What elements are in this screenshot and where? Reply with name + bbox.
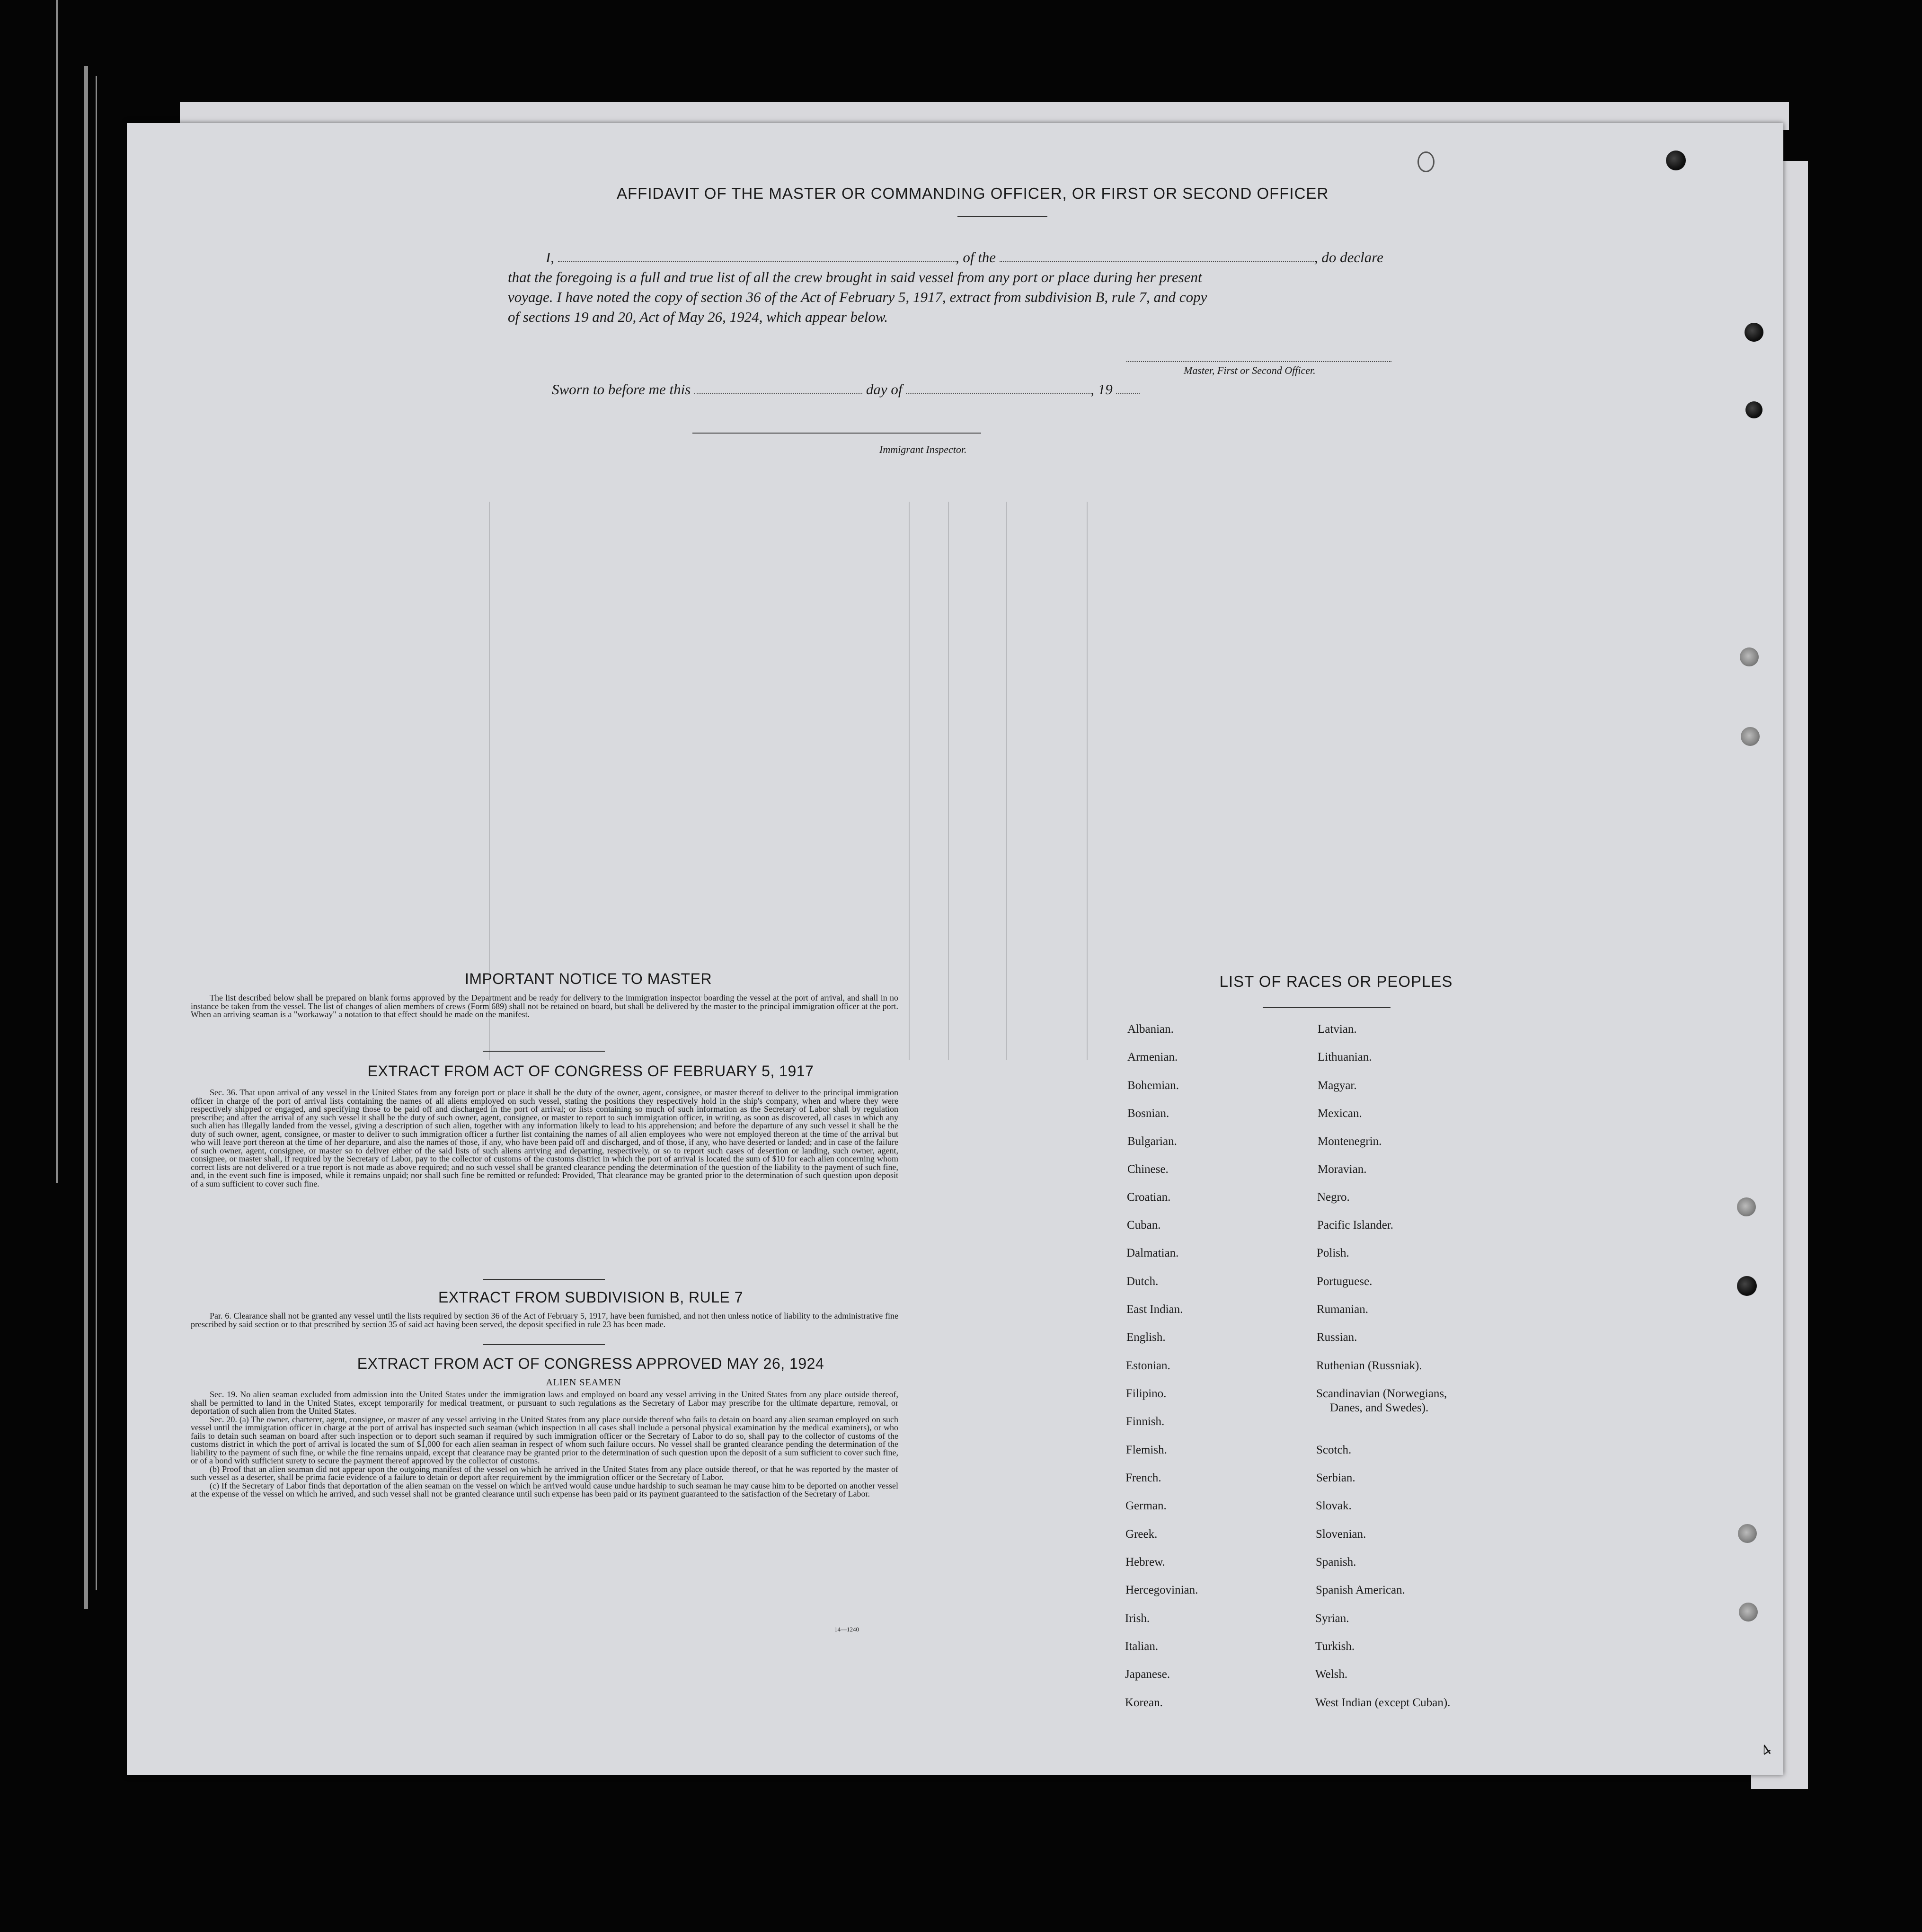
punch-hole-icon: [1741, 727, 1760, 746]
day-of-label: day of: [866, 381, 903, 398]
race-item: Slovenian.: [1316, 1528, 1366, 1541]
year-label: , 19: [1090, 381, 1113, 398]
extract-1924-text: [191, 1391, 898, 1498]
race-item: Spanish.: [1316, 1556, 1356, 1569]
punch-hole-icon: [1739, 1603, 1758, 1622]
race-item: Hebrew.: [1125, 1556, 1165, 1569]
film-edge-line: [96, 76, 97, 1590]
race-item: Montenegrin.: [1318, 1135, 1382, 1148]
race-item: Portuguese.: [1317, 1275, 1373, 1288]
race-item: Rumanian.: [1317, 1303, 1369, 1316]
inspector-signature-line[interactable]: [692, 433, 981, 434]
race-item: Moravian.: [1318, 1163, 1367, 1176]
of-the-label: , of the: [955, 249, 996, 266]
race-item: Albanian.: [1127, 1023, 1174, 1036]
sec-20a-paragraph: Sec. 20. (a) The owner, charterer, agent, consignee, or master of any vessel arriving in the United States from any place outside thereof who fails to detain on board any alien seaman employed on such vessel until the immigration officer in charge at the port of arrival has inspected such seaman (which inspection in all cases shall include a personal physical examination by the medical examiners), or who fails to detain such seaman on board after such inspection or to deport such seaman if required by such immigration officer or the Secretary of Labor to do so, shall pay to the collector of customs of the customs district in which the port of arrival is located the sum of $1,000 for each alien seaman in respect of whom such failure occurs. No vessel shall be granted clearance pending the determination of the liability to the payment of such fine, or while the fine remains unpaid, except that clearance may be granted prior to the determination of such question upon the deposit of a sum sufficient to cover such fine, or of a bond with sufficient surety to secure the payment thereof approved by the collector of customs.: [191, 1414, 898, 1465]
race-item: Bosnian.: [1127, 1107, 1169, 1120]
race-item: Korean.: [1125, 1696, 1163, 1709]
race-item: Armenian.: [1127, 1051, 1178, 1063]
alien-seamen-subtitle: ALIEN SEAMEN: [546, 1377, 621, 1388]
race-item: Croatian.: [1127, 1191, 1171, 1204]
race-item: West Indian (except Cuban).: [1315, 1696, 1451, 1709]
form-number: 14—1240: [834, 1626, 859, 1633]
race-item: Scandinavian (Norwegians,: [1316, 1387, 1447, 1400]
race-item: French.: [1125, 1471, 1161, 1484]
notice-title: IMPORTANT NOTICE TO MASTER: [464, 970, 712, 987]
sworn-label: Sworn to before me this: [552, 381, 691, 398]
extract-1917-text: Sec. 36. That upon arrival of any vessel in the United States from any foreign port or place it shall be the duty of the owner, agent, consignee, or master thereof to deliver to the principal immigration officer in charge of the port of arrival lists containing the names of all aliens employed on such vessel, stating the positions they respectively hold in the ship's company, when and where they were respectively shipped or engaged, and specifying those to be paid off and discharged in the port of arrival; or lists containing so much of such information as the Secretary of Labor shall by regulation prescribe; and after the arrival of any such vessel it shall be the duty of such owner, agent, consignee, or master to report to such immigration officer, in writing, as soon as discovered, all cases in which any such alien has illegally landed from the vessel, giving a description of such alien, together with any information likely to lead to his apprehension; and before the departure of any such vessel it shall be the duty of such owner, agent, consignee, or master to deliver to such immigration officer a further list containing the names of all alien employees who were not employed thereon at the time of the arrival but who will leave port thereon at the time of her departure, and also the names of those, if any, who have been paid off and discharged, and of those, if any, who have deserted or landed; and in case of the failure of such owner, agent, consignee, or master so to deliver either of the said lists of such aliens arriving and departing, respectively, or so to report such cases of desertion or landing, such owner, agent, consignee, or master shall, if required by the Secretary of Labor, pay to the collector of customs of the customs district in which the port of arrival is located the sum of $10 for each alien concerning whom correct lists are not delivered or a true report is not made as above required; and no such vessel shall be granted clearance pending the determination of the question of the liability to the payment of such fine, and, in the event such fine is imposed, while it remains unpaid; nor shall such fine be remitted or refunded: Provided, That clearance may be granted prior to the determination of such question upon deposit of a sum sufficient to cover such fine.: [191, 1088, 898, 1188]
race-item: Turkish.: [1315, 1640, 1355, 1653]
inspector-caption: Immigrant Inspector.: [879, 443, 967, 455]
race-item: Syrian.: [1315, 1612, 1349, 1625]
race-item: Finnish.: [1126, 1415, 1165, 1428]
sec-19-paragraph: Sec. 19. No alien seaman excluded from admission into the United States under the immigration laws and employed on board any vessel arriving in the United States from any place outside thereof, shall be permitted to land in the United States, except temporarily for medical treatment, or pursuant to such regulations as the Secretary of Labor may prescribe for the ultimate departure, removal, or deportation of such alien from the United States.: [191, 1390, 898, 1416]
race-item: Russian.: [1317, 1331, 1357, 1344]
extract-rule7-title: EXTRACT FROM SUBDIVISION B, RULE 7: [438, 1289, 744, 1306]
punch-hole-icon: [1740, 647, 1759, 666]
race-item: Ruthenian (Russniak).: [1316, 1359, 1422, 1372]
race-item: Chinese.: [1127, 1163, 1169, 1176]
race-item: East Indian.: [1126, 1303, 1183, 1316]
punch-hole-icon: [1666, 151, 1686, 170]
extract-1924-title: EXTRACT FROM ACT OF CONGRESS APPROVED MAY 26, 1924: [357, 1355, 824, 1372]
extract-1917-title: EXTRACT FROM ACT OF CONGRESS OF FEBRUARY 5, 1917: [367, 1063, 814, 1080]
corner-mark: 4: [1757, 1741, 1774, 1760]
column-rule: [909, 502, 910, 1060]
race-item: Dutch.: [1126, 1275, 1159, 1288]
sworn-month-field[interactable]: [906, 383, 1090, 394]
sec-20c-paragraph: (c) If the Secretary of Labor finds that deportation of the alien seaman on the vessel on which he arrived would cause undue hardship to such seaman he may cause him to be deported on another vessel at the expense of the vessel on which he arrived, and such vessel shall not be granted clearance until such expense has been paid or its payment guaranteed to the satisfaction of the Secretary of Labor.: [191, 1480, 898, 1498]
punch-hole-icon: [1745, 323, 1763, 342]
affidavit-line-4: of sections 19 and 20, Act of May 26, 1924, which appear below.: [508, 309, 888, 325]
race-item: Hercegovinian.: [1125, 1584, 1198, 1596]
punch-hole-icon: [1417, 151, 1435, 172]
punch-hole-icon: [1745, 401, 1763, 418]
sworn-day-field[interactable]: [694, 383, 862, 394]
race-item: Cuban.: [1127, 1219, 1161, 1232]
vessel-field[interactable]: [1000, 251, 1314, 262]
race-item: Japanese.: [1125, 1668, 1170, 1681]
affidavit-line-2: that the foregoing is a full and true list of all the crew brought in said vessel from any port or place during her present: [508, 269, 1202, 285]
race-item: Pacific Islander.: [1317, 1219, 1394, 1232]
column-rule: [1087, 502, 1088, 1060]
master-caption: Master, First or Second Officer.: [1184, 364, 1316, 376]
race-item: Greek.: [1125, 1528, 1158, 1541]
race-item: Mexican.: [1318, 1107, 1362, 1120]
race-item: German.: [1125, 1499, 1167, 1512]
i-label: I,: [546, 249, 555, 266]
column-rule: [948, 502, 949, 1060]
race-item: Welsh.: [1315, 1668, 1348, 1681]
races-title: LIST OF RACES OR PEOPLES: [1219, 973, 1453, 990]
race-item: Scotch.: [1316, 1444, 1352, 1456]
race-item: Polish.: [1317, 1247, 1349, 1259]
races-title-rule: [1263, 1007, 1391, 1008]
section-rule: [483, 1344, 605, 1345]
race-item: Negro.: [1317, 1191, 1350, 1204]
race-item: Lithuanian.: [1318, 1051, 1372, 1063]
extract-rule7-text: Par. 6. Clearance shall not be granted any vessel until the lists required by section 36 of the Act of February 5, 1917, have been furnished, and not then unless notice of liability to the administrative fine prescribed by said section or to that prescribed by section 35 of said act having been served, the deposit specified in rule 23 has been made.: [191, 1311, 898, 1329]
punch-hole-icon: [1737, 1276, 1757, 1296]
race-item: English.: [1126, 1331, 1166, 1344]
race-item: Irish.: [1125, 1612, 1150, 1625]
race-item: Italian.: [1125, 1640, 1159, 1653]
do-declare-label: , do declare: [1314, 249, 1383, 266]
notice-text: The list described below shall be prepared on blank forms approved by the Department and be ready for delivery to the immigration inspector boarding the vessel at the port of arrival, and shall in no instance be taken from the vessel. The list of changes of alien members of crews (Form 689) shall not be retained on board, but shall be delivered by the master to the principal immigration officer at the port. When an arriving seaman is a "workaway" a notation to that effect should be made on the manifest.: [191, 993, 898, 1019]
sworn-statement: [552, 381, 1140, 398]
affidavit-title: AFFIDAVIT OF THE MASTER OR COMMANDING OFFICER, OR FIRST OR SECOND OFFICER: [617, 185, 1329, 202]
race-item: Spanish American.: [1316, 1584, 1405, 1596]
master-signature-line[interactable]: [1126, 361, 1391, 363]
document-page: [127, 123, 1783, 1775]
section-rule: [483, 1279, 605, 1280]
race-item: Bulgarian.: [1127, 1135, 1177, 1148]
race-item: Flemish.: [1126, 1444, 1167, 1456]
race-item: Estonian.: [1126, 1359, 1170, 1372]
sworn-year-field[interactable]: [1116, 383, 1140, 394]
affidavit-line-3: voyage. I have noted the copy of section 36 of the Act of February 5, 1917, extract from subdivision B, rule 7, and copy: [508, 289, 1207, 305]
race-item: Magyar.: [1318, 1079, 1357, 1092]
title-rule: [957, 216, 1047, 217]
race-item: Filipino.: [1126, 1387, 1167, 1400]
race-item-continuation: Danes, and Swedes).: [1330, 1401, 1429, 1414]
film-edge-line: [56, 0, 58, 1183]
punch-hole-icon: [1737, 1197, 1756, 1216]
film-edge-line: [84, 66, 88, 1609]
punch-hole-icon: [1738, 1524, 1757, 1543]
race-item: Dalmatian.: [1126, 1247, 1179, 1259]
declaration-line: [508, 248, 1431, 267]
affidavit-body: [508, 248, 1431, 327]
race-item: Serbian.: [1316, 1471, 1355, 1484]
column-rule: [1006, 502, 1007, 1060]
sec-20b-paragraph: (b) Proof that an alien seaman did not appear upon the outgoing manifest of the vessel on which he arrived in the United States from any place outside thereof, or that he was reported by the master of such vessel as a deserter, shall be prima facie evidence of a failure to detain or deport after requirement by the immigration officer or the Secretary of Labor.: [191, 1464, 898, 1482]
race-item: Latvian.: [1318, 1023, 1357, 1036]
race-item: Bohemian.: [1127, 1079, 1179, 1092]
section-rule: [483, 1051, 605, 1052]
race-item: Slovak.: [1316, 1499, 1352, 1512]
name-field[interactable]: [558, 251, 956, 262]
